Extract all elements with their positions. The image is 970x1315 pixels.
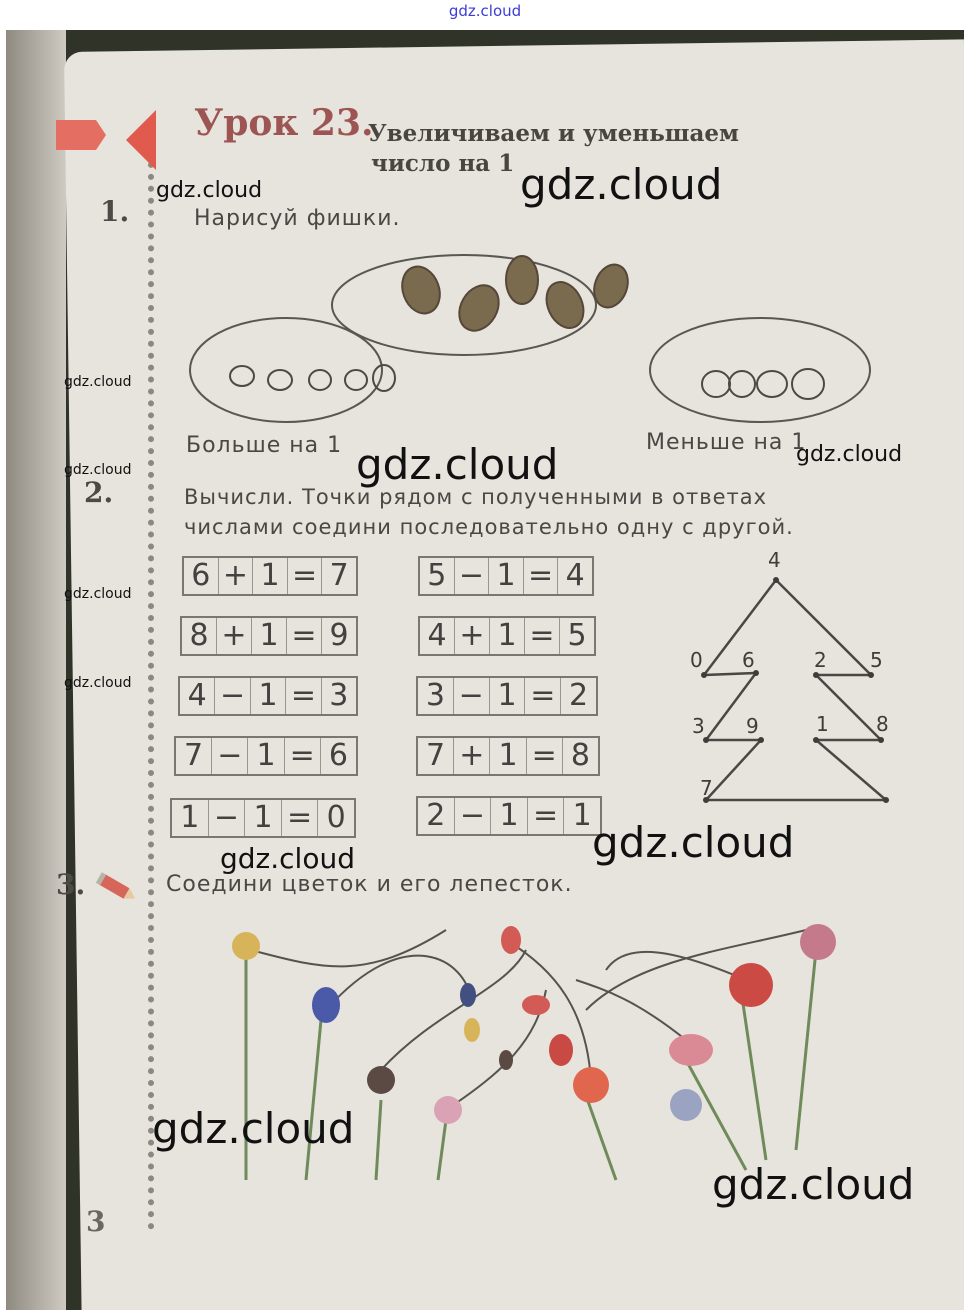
equation-row: 8 + 1 = 9 [180,616,358,656]
tree-label: 7 [700,776,713,800]
equation-row: 7 − 1 = 6 [174,736,358,776]
tree-label: 9 [746,714,759,738]
watermark: gdz.cloud [64,675,132,691]
site-header-link[interactable]: gdz.cloud [448,2,522,20]
equation-row: 1 − 1 = 0 [170,798,356,838]
task3-instruction: Соедини цветок и его лепесток. [166,872,573,897]
task2-instruction-line2: числами соедини последовательно одну с другой. [184,515,794,539]
page-number: 3 [86,1205,106,1238]
task1-number: 1. [100,195,130,228]
tree-label: 5 [870,648,883,672]
equation-row: 5 − 1 = 4 [418,556,594,596]
page-shadow [6,30,66,1310]
dot-to-dot-tree [676,545,916,815]
lesson-number: Урок 23. [194,102,374,144]
watermark: gdz.cloud [64,374,132,390]
watermark: gdz.cloud [156,178,263,203]
workbook-photo [6,30,964,1310]
lesson-title-line2: число на 1 [371,150,515,177]
equation-row: 4 − 1 = 3 [178,676,358,716]
label-less-by-one: Меньше на 1 [646,430,807,455]
watermark: gdz.cloud [64,586,132,602]
equation-row: 7 + 1 = 8 [416,736,600,776]
task2-instruction-line1: Вычисли. Точки рядом с полученными в ответах [184,485,768,509]
task1-instruction: Нарисуй фишки. [194,206,401,231]
lesson-title-line1: Увеличиваем и уменьшаем [368,120,740,147]
equation-row: 6 + 1 = 7 [182,556,358,596]
tree-label: 4 [768,548,781,572]
flowers-illustration [206,910,866,1200]
tree-label: 2 [814,648,827,672]
tree-label: 3 [692,714,705,738]
tree-label: 6 [742,648,755,672]
watermark: gdz.cloud [64,462,132,478]
equation-row: 3 − 1 = 2 [416,676,598,716]
tree-label: 1 [816,712,829,736]
margin-dotted-line [148,150,154,1230]
watermark: gdz.cloud [712,1160,915,1209]
lesson-arrow-icon [56,90,166,170]
watermark: gdz.cloud [796,442,903,467]
tree-label: 8 [876,712,889,736]
equation-row: 4 + 1 = 5 [418,616,596,656]
watermark: gdz.cloud [220,842,355,875]
watermark: gdz.cloud [592,818,795,867]
watermark: gdz.cloud [152,1104,355,1153]
pencil-icon [92,868,142,908]
watermark: gdz.cloud [520,160,723,209]
label-more-by-one: Больше на 1 [186,433,343,458]
equation-row: 2 − 1 = 1 [416,796,602,836]
task2-number: 2. [84,476,114,509]
watermark: gdz.cloud [356,440,559,489]
task1-ovals-illustration [186,250,876,430]
task3-number: 3. [56,868,86,901]
tree-label: 0 [690,648,703,672]
